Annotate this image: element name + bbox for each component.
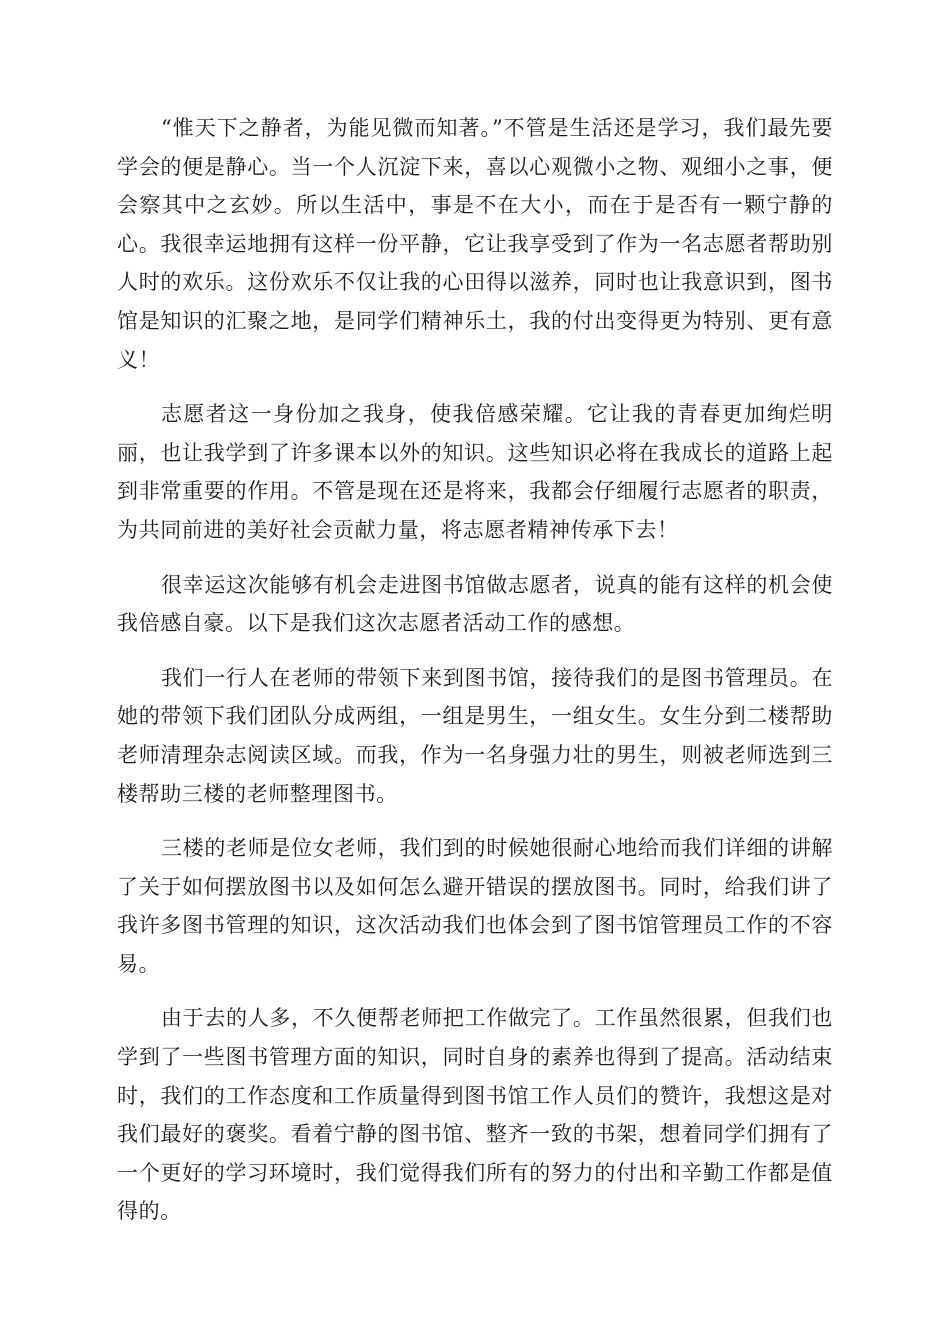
paragraph-3: 很幸运这次能够有机会走进图书馆做志愿者，说真的能有这样的机会使我倍感自豪。以下是我们这次志愿者活动工作的感想。 (117, 572, 833, 636)
document-body (117, 109, 833, 1231)
paragraph-4: 我们一行人在老师的带领下来到图书馆，接待我们的是图书管理员。在她的带领下我们团队分成两组，一组是男生，一组女生。女生分到二楼帮助老师清理杂志阅读区域。而我，作为一名身强力壮的男生，则被老师选到三楼帮助三楼的老师整理图书。 (117, 665, 833, 806)
paragraph-6: 由于去的人多，不久便帮老师把工作做完了。工作虽然很累，但我们也学到了一些图书管理方面的知识，同时自身的素养也得到了提高。活动结束时，我们的工作态度和工作质量得到图书馆工作人员们的赞许，我想这是对我们最好的褒奖。看着宁静的图书馆、整齐一致的书架，想着同学们拥有了一个更好的学习环境时，我们觉得我们所有的努力的付出和辛勤工作都是值得的。 (117, 1006, 833, 1224)
paragraph-1: “惟天下之静者，为能见微而知著。”不管是生活还是学习，我们最先要学会的便是静心。当一个人沉淀下来，喜以心观微小之物、观细小之事，便会察其中之玄妙。所以生活中，事是不在大小，而在于是否有一颗宁静的心。我很幸运地拥有这样一份平静，它让我享受到了作为一名志愿者帮助别人时的欢乐。这份欢乐不仅让我的心田得以滋养，同时也让我意识到，图书馆是知识的汇聚之地，是同学们精神乐土，我的付出变得更为特别、更有意义！ (117, 116, 833, 372)
paragraph-2: 志愿者这一身份加之我身，使我倍感荣耀。它让我的青春更加绚烂明丽，也让我学到了许多课本以外的知识。这些知识必将在我成长的道路上起到非常重要的作用。不管是现在还是将来，我都会仔细履行志愿者的职责，为共同前进的美好社会贡献力量，将志愿者精神传承下去！ (117, 402, 833, 542)
paragraph-5: 三楼的老师是位女老师，我们到的时候她很耐心地给而我们详细的讲解了关于如何摆放图书以及如何怎么避开错误的摆放图书。同时，给我们讲了我许多图书管理的知识，这次活动我们也体会到了图书馆管理员工作的不容易。 (117, 836, 833, 976)
